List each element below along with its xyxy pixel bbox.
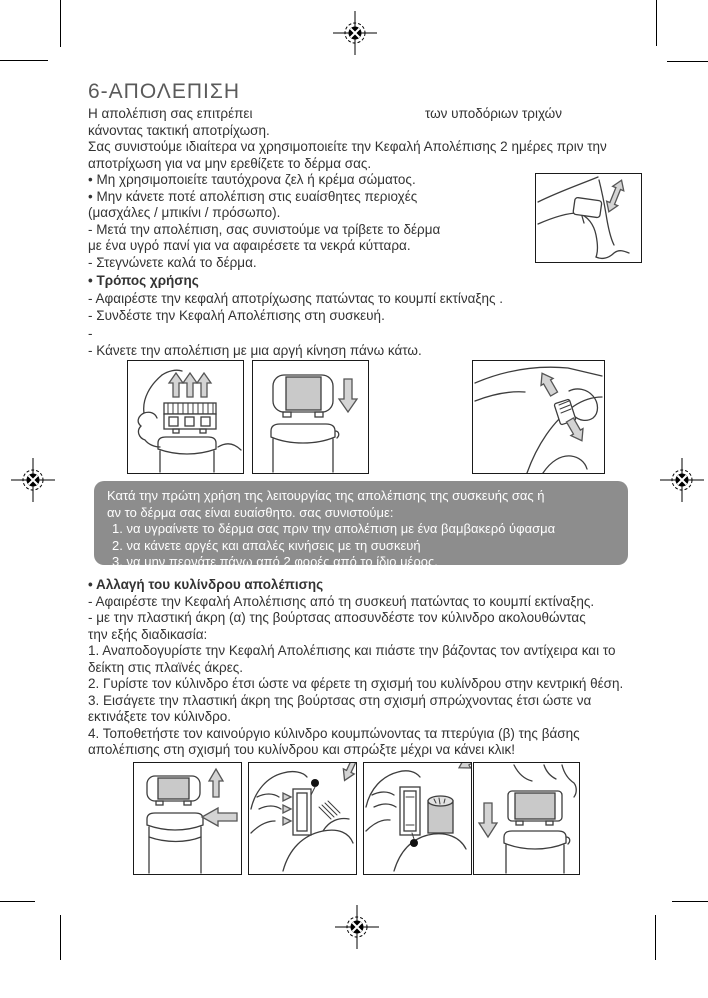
- roller-line: 3. Εισάγετε την πλαστική άκρη της βούρτσας στη σχισμή σπρώχνοντας έτσι ώστε να: [88, 692, 592, 708]
- intro-line: • Μη χρησιμοποιείτε ταυτόχρονα ζελ ή κρέμα σώματος.: [88, 172, 416, 187]
- section-title: 6-ΑΠΟΛΕΠΙΣΗ: [88, 80, 240, 103]
- notice-line: αν το δέρμα σας είναι ευαίσθητο. σας συνιστούμε:: [107, 504, 394, 520]
- epilate-leg-direction-illustration: [536, 174, 641, 262]
- figure-remove-roller: [363, 762, 472, 875]
- figure-insert-brush-tip: [248, 762, 357, 875]
- figure-attach-new-roller: [473, 762, 580, 875]
- figure-leg-motion: [535, 173, 642, 263]
- usage-line: - Αφαιρέστε την κεφαλή αποτρίχωσης πατώντας το κουμπί εκτίναξης .: [88, 290, 503, 306]
- registration-mark-icon: [333, 11, 377, 55]
- roller-line: εκτινάξετε τον κύλινδρο.: [88, 709, 232, 724]
- remove-roller-illustration: [364, 763, 471, 874]
- intro-line: αποτρίχωση για να μην ερεθίζετε το δέρμα σας.: [88, 155, 372, 171]
- figure-eject-head: [133, 762, 242, 875]
- roller-heading: • Αλλαγή του κυλίνδρου απολέπισης: [88, 577, 324, 592]
- roller-line: 2. Γυρίστε τον κύλινδρο έτσι ώστε να φέρετε τη σχισμή του κυλίνδρου στην κεντρική θέση.: [88, 676, 624, 691]
- usage-heading: • Τρόπος χρήσης: [88, 273, 199, 288]
- roller-line: - με την πλαστική άκρη (α) της βούρτσας αποσυνδέστε τον κύλινδρο ακολουθώντας: [88, 610, 586, 625]
- intro-line: - Στεγνώνετε καλά το δέρμα.: [88, 254, 257, 270]
- exfoliate-leg-illustration: [473, 361, 604, 473]
- crop-mark: [667, 61, 708, 62]
- notice-line: Κατά την πρώτη χρήση της λειτουργίας της απολέπισης της συσκευής σας ή: [107, 488, 545, 503]
- roller-line: 4. Τοποθετήστε τον καινούργιο κύλινδρο κουμπώνοντας τα πτερύγια (β) της βάσης: [88, 725, 580, 741]
- registration-mark-icon: [11, 458, 55, 502]
- crop-mark: [0, 60, 48, 61]
- remove-epilation-head-illustration: [128, 361, 243, 473]
- notice-line: 1. να υγραίνετε το δέρμα σας πριν την απολέπιση με ένα βαμβακερό ύφασμα: [112, 521, 556, 537]
- crop-mark: [60, 0, 61, 47]
- intro-line: - Μετά την απολέπιση, σας συνιστούμε να τρίβετε το δέρμα: [88, 221, 441, 237]
- usage-section: [88, 272, 628, 360]
- roller-line: απολέπισης στη σχισμή του κυλίνδρου και σπρώξτε μέχρι να κάνει κλικ!: [88, 742, 515, 757]
- notice-line: 2. να κάνετε αργές και απαλές κινήσεις με τη συσκευή: [112, 537, 421, 553]
- crop-mark: [0, 901, 35, 902]
- intro-line: [88, 106, 628, 123]
- usage-line: - Κάνετε την απολέπιση με μια αργή κίνηση πάνω κάτω.: [88, 343, 422, 358]
- intro-line: κάνοντας τακτική αποτρίχωση.: [88, 122, 270, 138]
- intro-line1-right: των υποδόριων τριχών: [425, 106, 562, 121]
- roller-line: την εξής διαδικασία:: [88, 626, 208, 642]
- figure-exfoliate-leg: [472, 360, 605, 474]
- crop-mark: [60, 915, 61, 960]
- figure-attach-exfoliation-head: [252, 360, 369, 474]
- registration-mark-icon: [335, 905, 379, 949]
- crop-mark: [655, 915, 656, 960]
- intro-line1-left: Η απολέπιση σας επιτρέπει: [88, 106, 253, 121]
- registration-mark-icon: [660, 458, 704, 502]
- attach-new-roller-illustration: [474, 763, 579, 874]
- notice-line: 3. να μην περνάτε πάνω από 2 φορές από το ίδιο μέρος.: [112, 554, 438, 570]
- eject-head-illustration: [134, 763, 241, 874]
- attach-exfoliation-head-illustration: [253, 361, 368, 473]
- roller-line: - Αφαιρέστε την Κεφαλή Απολέπισης από τη συσκευή πατώντας το κουμπί εκτίναξης.: [88, 593, 595, 609]
- roller-change-section: [88, 577, 638, 759]
- usage-line: - Συνδέστε την Κεφαλή Απολέπισης στη συσκευή.: [88, 308, 385, 323]
- first-use-notice-box: [94, 481, 628, 570]
- intro-line: Σας συνιστούμε ιδιαίτερα να χρησιμοποιείτε την Κεφαλή Απολέπισης 2 ημέρες πριν την: [88, 139, 607, 154]
- roller-line: 1. Αναποδογυρίστε την Κεφαλή Απολέπισης και πιάστε την βάζοντας τον αντίχειρα και το: [88, 643, 616, 658]
- crop-mark: [672, 901, 708, 902]
- intro-line: με ένα υγρό πανί για να αφαιρέσετε τα νεκρά κύτταρα.: [88, 238, 411, 253]
- figure-remove-head: [127, 360, 244, 474]
- roller-line: δείκτη στις πλαϊνές άκρες.: [88, 659, 243, 675]
- insert-brush-tip-illustration: [249, 763, 356, 874]
- usage-line: -: [88, 325, 93, 341]
- intro-line: (μασχάλες / μπικίνι / πρόσωπο).: [88, 205, 281, 220]
- intro-line: • Μην κάνετε ποτέ απολέπιση στις ευαίσθητες περιοχές: [88, 188, 418, 204]
- crop-mark: [656, 0, 657, 46]
